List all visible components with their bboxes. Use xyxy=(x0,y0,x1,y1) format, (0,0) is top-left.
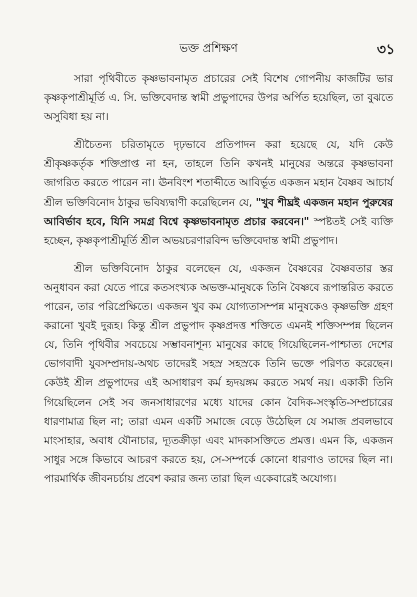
page-number: ৩১ xyxy=(376,42,395,58)
paragraph-2-tail: স্পষ্টতই সেই ব্যক্তি হচ্ছেন, কৃষ্ণকৃপাশ্রীমূর্তি শ্রীল অভয়চরণারবিন্দ ভক্তিবেদান্ত স্বামী প্রভুপাদ। xyxy=(44,215,393,247)
running-head: ভক্ত প্রশিক্ষণ xyxy=(179,41,238,55)
body-text xyxy=(44,70,393,498)
paragraph-3: শ্রীল ভক্তিবিনোদ ঠাকুর বলেছেন যে, একজন বৈষ্ণবের বৈষ্ণবতার স্তর অনুধাবন করা যেতে পারে কতসংখ্যক অভক্ত-মানুষকে তিনি বৈষ্ণবে রূপান্তরিত করতে পারেন, তার পরিপ্রেক্ষিতে। একজন খুব কম যোগ্যতাসম্পন্ন মানুষকেও কৃষ্ণভক্তি গ্রহণ করানো খুবই দুরূহ। কিন্তু শ্রীল প্রভুপাদ কৃষ্ণপ্রদত্ত শক্তিতে এমনই শক্তিসম্পন্ন ছিলেন যে, তিনি পৃথিবীর সবচেয়ে সম্ভাবনাশূন্য মানুষের কাছে গিয়েছিলেন-পাশ্চাত্য দেশের ভোগবাদী যুবসম্প্রদায়-অথচ তাদেরই সহস্র সহস্রকে তিনি ভক্তে পরিণত করেছেন। কেউই শ্রীল প্রভুপাদের এই অসাধারণ কর্ম হৃদয়ঙ্গম করতে সমর্থ নয়। একাকী তিনি গিয়েছিলেন সেই সব জনসাধারণের মধ্যে যাদের কোন বৈদিক-সংস্কৃতি-সম্প্রচারের ধারণামাত্র ছিল না; তারা এমন একটি সমাজে বেড়ে উঠেছিল যে সমাজ প্রবলভাবে মাংসাহার, অবাধ যৌনাচার, দ্যূতক্রীড়া এবং মাদকাসক্তিতে প্রমত্ত। এমন কি, একজন সাধুর সঙ্গে কিভাবে আচরণ করতে হয়, সে-সম্পর্কে কোনো ধারণাও তাদের ছিল না। পারমার্থিক জীবনচর্চায় প্রবেশ করার জন্য তারা ছিল একেবারেই অযোগ্য। xyxy=(44,262,393,485)
paragraph-2-lead: শ্রীচৈতন্য চরিতামৃতে দৃঢ়ভাবে প্রতিপাদন করা হয়েছে যে, যদি কেউ শ্রীকৃষ্ণকর্তৃক শক্তিপ্রাপ্ত না হন, তাহলে তিনি কখনই মানুষের অন্তরে কৃষ্ণভাবনা জাগরিত করতে পারেন না। ঊনবিংশ শতাব্দীতে আবির্ভূত একজন মহান বৈষ্ণব আচার্য শ্রীল ভক্তিবিনোদ ঠাকুর ভবিষ্যদ্বাণী করেছিলেন যে, xyxy=(44,139,393,209)
prophecy-quote: "খুব শীঘ্রই একজন মহান পুরুষের আবির্ভাব হবে, যিনি সমগ্র বিশ্বে কৃষ্ণভাবনামৃত প্রচার করবেন।" xyxy=(44,196,393,228)
paragraph-1: সারা পৃথিবীতে কৃষ্ণভাবনামৃত প্রচারের সেই বিশেষ গোপনীয় কাজটির ভার কৃষ্ণকৃপাশ্রীমূর্তি এ. সি. ভক্তিবেদান্ত স্বামী প্রভুপাদের উপর অর্পিত হয়েছিল, তা বুঝতে অসুবিধা হয় না। xyxy=(44,73,393,124)
paragraph-2 xyxy=(44,136,393,251)
